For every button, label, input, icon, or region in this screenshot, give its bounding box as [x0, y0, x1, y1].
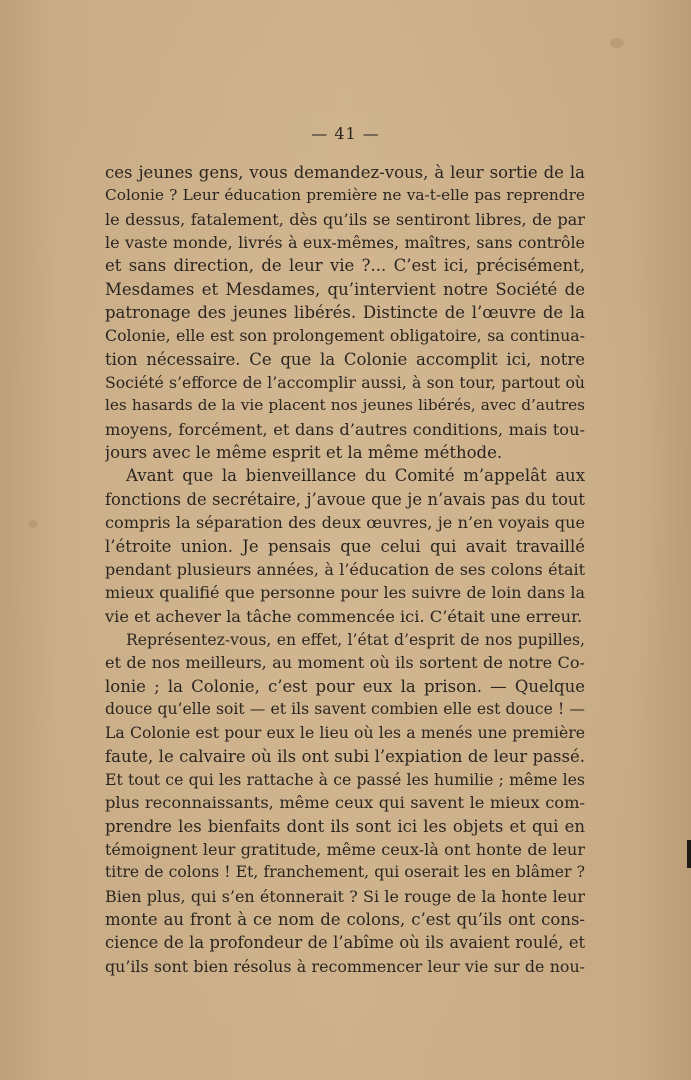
text-line: tion nécessaire. Ce que la Colonie accomplit ici, notre [105, 349, 585, 369]
text-line: mieux qualifié que personne pour les suivre de loin dans la [105, 583, 585, 603]
text-line: qu’ils sont bien résolus à recommencer leur vie sur de nou- [105, 956, 585, 976]
text-line: monte au front à ce nom de colons, c’est qu’ils ont cons- [105, 910, 585, 929]
text-line: titre de colons ! Et, franchement, qui oserait les en blâmer ? [105, 863, 585, 882]
page-number: — 41 — [311, 124, 380, 143]
text-line: et sans direction, de leur vie ?... C’est ici, précisément, [105, 256, 585, 276]
text-line: Colonie, elle est son prolongement obligatoire, sa continua- [105, 326, 585, 346]
text-line: fonctions de secrétaire, j’avoue que je n’avais pas du tout [105, 489, 585, 509]
text-line: Et tout ce qui les rattache à ce passé les humilie ; même les [105, 769, 585, 789]
page-edge-mark [687, 840, 691, 868]
text-line: Avant que la bienveillance du Comité m’appelât aux [126, 466, 585, 486]
text-line: douce qu’elle soit — et ils savent combien elle est douce ! — [105, 699, 585, 718]
text-line: le vaste monde, livrés à eux-mêmes, maîtres, sans contrôle [105, 233, 585, 253]
text-line: l’étroite union. Je pensais que celui qui avait travaillé [105, 536, 585, 556]
text-line: et de nos meilleurs, au moment où ils sortent de notre Co- [105, 653, 585, 673]
text-line: patronage des jeunes libérés. Distincte de l’œuvre de la [105, 303, 585, 323]
text-line: Représentez-vous, en effet, l’état d’esprit de nos pupilles, [126, 629, 585, 649]
text-line: pendant plusieurs années, à l’éducation de ses colons était [105, 559, 585, 579]
text-line: les hasards de la vie placent nos jeunes libérés, avec d’autres [105, 396, 585, 415]
text-line: Société s’efforce de l’accomplir aussi, à son tour, partout où [105, 373, 585, 393]
text-line: moyens, forcément, et dans d’autres conditions, mais tou- [105, 419, 585, 439]
text-line: faute, le calvaire où ils ont subi l’expiation de leur passé. [105, 746, 585, 766]
text-line: prendre les bienfaits dont ils sont ici les objets et qui en [105, 816, 585, 836]
text-line: compris la séparation des deux œuvres, je n’en voyais que [105, 513, 585, 533]
text-line: La Colonie est pour eux le lieu où les a menés une première [105, 723, 585, 743]
paper-stain [610, 38, 624, 48]
text-line: lonie ; la Colonie, c’est pour eux la prison. — Quelque [105, 676, 585, 696]
text-line: Mesdames et Mesdames, qu’intervient notre Société de [105, 279, 585, 299]
text-line: témoignent leur gratitude, même ceux-là ont honte de leur [105, 839, 585, 859]
text-line: le dessus, fatalement, dès qu’ils se sentiront libres, de par [105, 209, 585, 229]
text-line: jours avec le même esprit et la même méthode. [105, 443, 503, 463]
text-line: Bien plus, qui s’en étonnerait ? Si le rouge de la honte leur [105, 886, 585, 906]
body-text [105, 161, 585, 978]
text-line: vie et achever la tâche commencée ici. C’était une erreur. [105, 606, 583, 626]
text-line: Colonie ? Leur éducation première ne va-t-elle pas reprendre [105, 186, 585, 205]
text-line: ces jeunes gens, vous demandez-vous, à leur sortie de la [105, 163, 585, 182]
text-line: cience de la profondeur de l’abîme où ils avaient roulé, et [105, 933, 585, 953]
text-line: plus reconnaissants, même ceux qui savent le mieux com- [105, 793, 585, 813]
paper-stain [28, 520, 38, 528]
